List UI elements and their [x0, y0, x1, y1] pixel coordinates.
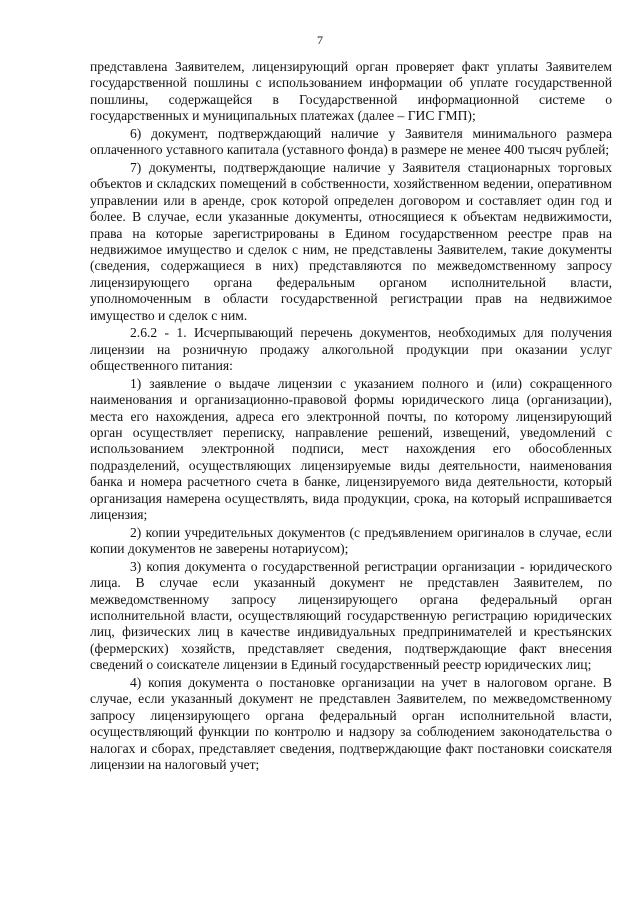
page-number: 7	[317, 33, 323, 47]
paragraph-item-1-application: 1) заявление о выдаче лицензии с указанием полного и (или) сокращенного наименования и организационно-правовой формы юридического лица (организации), места его нахождения, адреса его электронной почты, по которому лицензирующий орган осуществляет переписку, направление решений, извещений, уведомлений с использованием электронной подписи, мест нахождения его обособленных подразделений, осуществляющих лицензируемые виды деятельности, наименования банка и номера расчетного счета в банке, лицензируемого вида деятельности, который организация намерена осуществлять, вида продукции, срока, на который испрашивается лицензия;	[90, 375, 612, 523]
document-body	[90, 59, 612, 774]
paragraph-item-7-premises: 7) документы, подтверждающие наличие у Заявителя стационарных торговых объектов и складских помещений в собственности, хозяйственном ведении, оперативном управлении или в аренде, срок которой определен договором и составляет один год и более. В случае, если указанные документы, относящиеся к объектам недвижимости, права на которые зарегистрированы в Едином государственном реестре прав на недвижимое имущество и сделок с ним, не представлены Заявителем, такие документы (сведения, содержащиеся в них) представляются по межведомственному запросу лицензирующего органа федеральным органом исполнительной власти, уполномоченным в области государственной регистрации прав на недвижимое имущество и сделок с ним.	[90, 159, 612, 323]
paragraph-item-3-registration: 3) копия документа о государственной регистрации организации - юридического лица. В случае если указанный документ не представлен Заявителем, по межведомственному запросу лицензирующего органа федеральный орган исполнительной власти, осуществляющий государственную регистрацию юридических лиц, физических лиц в качестве индивидуальных предпринимателей и крестьянских (фермерских) хозяйств, представляет сведения, подтверждающие факт внесения сведений о соискателе лицензии в Единый государственный реестр юридических лиц;	[90, 558, 612, 673]
paragraph-section-2-6-2-1: 2.6.2 - 1. Исчерпывающий перечень документов, необходимых для получения лицензии на розничную продажу алкогольной продукции при оказании услуг общественного питания:	[90, 325, 612, 374]
paragraph-item-6-capital: 6) документ, подтверждающий наличие у Заявителя минимального размера оплаченного уставного капитала (уставного фонда) в размере не менее 400 тысяч рублей;	[90, 125, 612, 158]
paragraph-fee-verification: представлена Заявителем, лицензирующий орган проверяет факт уплаты Заявителем государственной пошлины с использованием информации об уплате государственной пошлины, содержащейся в Государственной информационной системе о государственных и муниципальных платежах (далее – ГИС ГМП);	[90, 59, 612, 124]
paragraph-item-2-charter-copies: 2) копии учредительных документов (с предъявлением оригиналов в случае, если копии документов не заверены нотариусом);	[90, 524, 612, 557]
paragraph-item-4-tax-registration: 4) копия документа о постановке организации на учет в налоговом органе. В случае, если указанный документ не представлен Заявителем, по межведомственному запросу лицензирующего органа федеральный орган исполнительной власти, осуществляющий функции по контролю и надзору за соблюдением законодательства о налогах и сборах, представляет сведения, подтверждающие факт постановки соискателя лицензии на налоговый учет;	[90, 674, 612, 773]
